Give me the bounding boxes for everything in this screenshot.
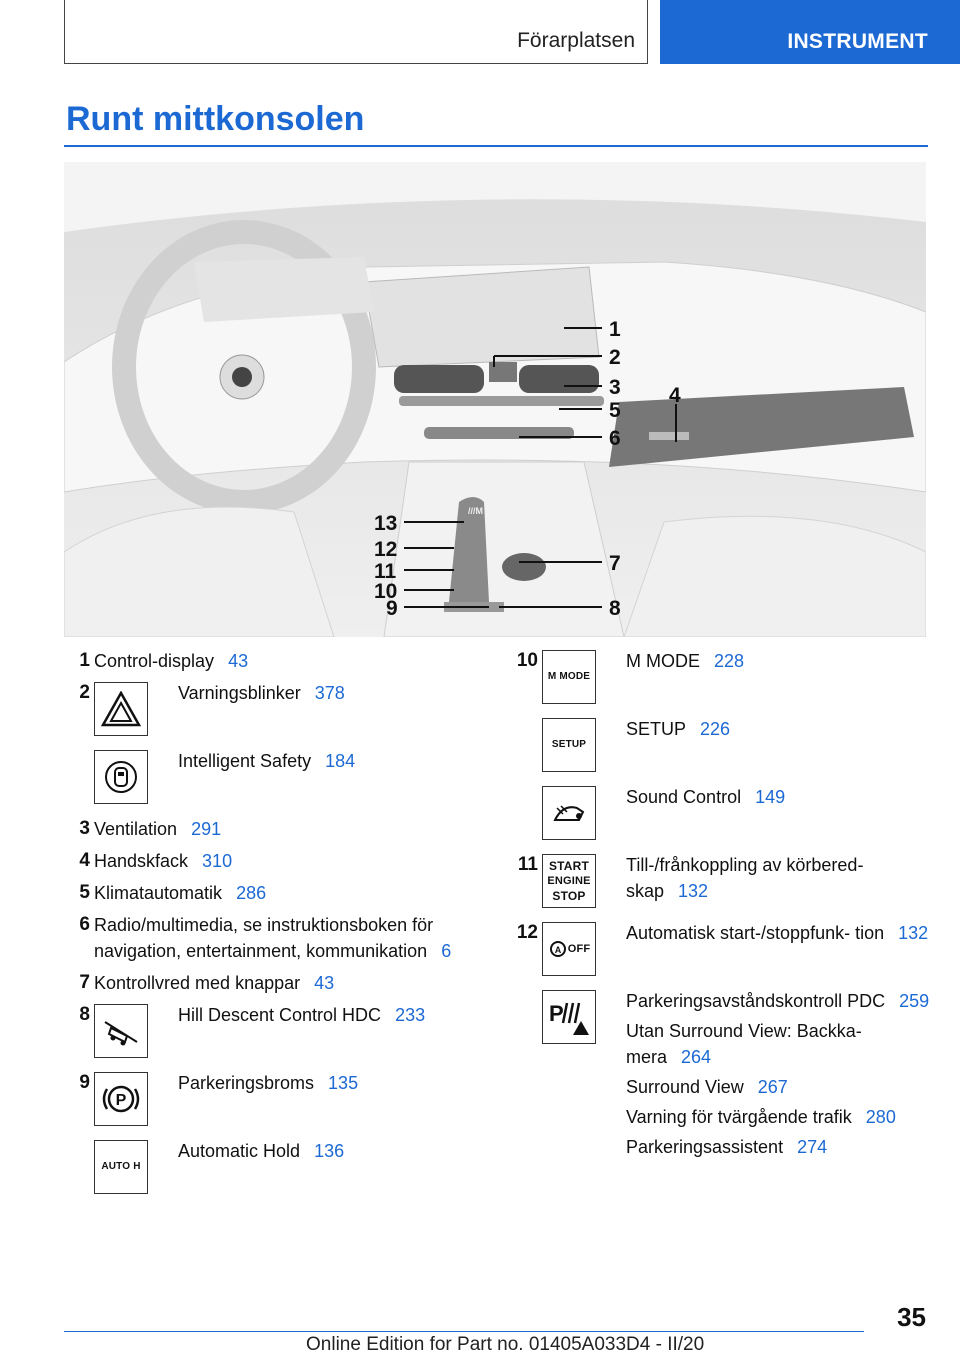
page-title: Runt mittkonsolen: [66, 100, 365, 138]
callout-11: 11: [374, 560, 397, 583]
callout-10: 10: [374, 580, 398, 603]
item-label: Parkeringsavståndskontroll PDC: [626, 991, 886, 1011]
legend-item-3: [64, 816, 484, 842]
page-link[interactable]: 267: [757, 1077, 788, 1097]
item-label: Handskfack: [94, 851, 189, 871]
callout-9: 9: [386, 597, 398, 620]
auto-start-stop-off-icon: [542, 922, 596, 976]
page-link[interactable]: 280: [865, 1107, 896, 1127]
legend-item-2b: [64, 748, 484, 808]
legend-item-12: [510, 920, 930, 980]
page-link[interactable]: 149: [755, 787, 786, 807]
sub-item: [626, 1134, 930, 1160]
icon-line-engine: ENGINE: [547, 874, 591, 887]
page-link[interactable]: 310: [202, 851, 233, 871]
legend-item-6: [64, 912, 484, 964]
item-label: Ventilation: [94, 819, 178, 839]
sub-item: [626, 1104, 930, 1130]
auto-hold-icon-text: AUTO H: [101, 1161, 141, 1172]
item-number: 4: [79, 850, 90, 871]
start-stop-engine-icon: [542, 854, 596, 908]
legend-item-4: [64, 848, 484, 874]
setup-icon-text: SETUP: [551, 739, 587, 750]
parking-sensor-icon: [542, 990, 596, 1044]
page-link[interactable]: 6: [441, 941, 452, 961]
chapter-title: INSTRUMENT: [787, 30, 928, 53]
item-number: 6: [79, 914, 90, 935]
off-icon-text: OFF: [567, 943, 591, 955]
m-logo: ///M: [468, 506, 483, 516]
callout-6: 6: [609, 427, 621, 450]
center-console-illustration: [64, 162, 926, 637]
item-label: Intelligent Safety: [178, 751, 312, 771]
legend-item-5: [64, 880, 484, 906]
item-label: SETUP: [626, 719, 687, 739]
auto-hold-icon: [94, 1140, 148, 1194]
legend-left-column: [64, 648, 484, 1206]
callout-7: 7: [609, 552, 621, 575]
item-number: 5: [79, 882, 90, 903]
item-number: 2: [79, 682, 90, 703]
page-link[interactable]: 264: [681, 1047, 712, 1067]
page-link[interactable]: 259: [899, 991, 930, 1011]
parking-brake-icon: [94, 1072, 148, 1126]
footer-divider: [64, 1331, 864, 1332]
item-label: Till-/frånkoppling av körbered- skap: [626, 855, 864, 901]
item-number: 8: [79, 1004, 90, 1025]
callout-3: 3: [609, 376, 621, 399]
icon-line-start: START: [548, 858, 590, 873]
m-mode-icon-text: M MODE: [547, 671, 591, 682]
item-label: Varningsblinker: [178, 683, 301, 703]
page-link[interactable]: 226: [700, 719, 731, 739]
m-mode-icon: [542, 650, 596, 704]
icon-line-stop: STOP: [552, 888, 586, 903]
item-label: Automatisk start-/stoppfunk- tion: [626, 923, 885, 943]
legend-item-11: [510, 852, 930, 912]
legend-item-7: [64, 970, 484, 996]
page-link[interactable]: 132: [678, 881, 709, 901]
callout-13: 13: [374, 512, 398, 535]
page-link[interactable]: 136: [314, 1141, 345, 1161]
callout-5: 5: [609, 399, 621, 422]
sub-item: [626, 1018, 930, 1070]
page-link[interactable]: 132: [898, 923, 929, 943]
item-label: Sound Control: [626, 787, 742, 807]
item-label: Varning för tvärgående trafik: [626, 1107, 852, 1127]
legend-item-2: [64, 680, 484, 740]
page-link[interactable]: 378: [314, 683, 345, 703]
sound-control-icon: [542, 786, 596, 840]
hazard-warning-icon: [94, 682, 148, 736]
item-label: Utan Surround View: Backka- mera: [626, 1021, 862, 1067]
page-link[interactable]: 286: [236, 883, 267, 903]
item-label: Automatic Hold: [178, 1141, 301, 1161]
page-link[interactable]: 135: [328, 1073, 359, 1093]
legend-item-9b: [64, 1138, 484, 1198]
svg-text:P: P: [115, 1092, 127, 1109]
item-number: 12: [516, 922, 538, 943]
legend-right-column: [510, 648, 930, 1168]
setup-icon: [542, 718, 596, 772]
callout-12: 12: [374, 538, 398, 561]
legend-item-10c: [510, 784, 930, 844]
legend-item-1: [64, 648, 484, 674]
legend-item-10: [510, 648, 930, 708]
item-number: 7: [79, 972, 90, 993]
item-label: Klimatautomatik: [94, 883, 223, 903]
title-divider: [64, 145, 928, 147]
item-label: Hill Descent Control HDC: [178, 1005, 382, 1025]
footer-edition: Online Edition for Part no. 01405A033D4 - II/20: [306, 1334, 705, 1355]
header-section-tab: [64, 0, 648, 64]
legend-item-10b: [510, 716, 930, 776]
page-link[interactable]: 43: [228, 651, 249, 671]
callout-2: 2: [609, 346, 621, 369]
item-label: Kontrollvred med knappar: [94, 973, 301, 993]
page-link[interactable]: 233: [395, 1005, 426, 1025]
section-title: Förarplatsen: [517, 29, 635, 52]
page-link[interactable]: 228: [714, 651, 745, 671]
item-label: Surround View: [626, 1077, 744, 1097]
item-label: M MODE: [626, 651, 700, 671]
callout-1: 1: [609, 318, 621, 341]
item-number: 3: [79, 818, 90, 839]
page-number: 35: [897, 1302, 926, 1332]
svg-text:P: P: [549, 1001, 564, 1026]
item-number: 11: [517, 854, 538, 875]
intelligent-safety-icon: [94, 750, 148, 804]
item-number: 1: [79, 650, 90, 671]
callout-4: 4: [669, 384, 681, 407]
svg-text:A: A: [554, 945, 561, 955]
page-link[interactable]: 291: [191, 819, 222, 839]
legend-item-12b: [510, 988, 930, 1160]
item-label: Control-display: [94, 651, 215, 671]
item-number: 10: [516, 650, 538, 671]
item-label: Parkeringsassistent: [626, 1137, 784, 1157]
legend-item-8: [64, 1002, 484, 1062]
item-label: Radio/multimedia, se instruktionsboken för navigation, entertainment, kommunikation: [94, 915, 434, 961]
item-number: 9: [79, 1072, 90, 1093]
legend-item-9: [64, 1070, 484, 1130]
item-label: Parkeringsbroms: [178, 1073, 315, 1093]
callout-8: 8: [609, 597, 621, 620]
header-chapter-tab: [660, 0, 960, 64]
hill-descent-icon: [94, 1004, 148, 1058]
sub-item: [626, 1074, 930, 1100]
page-link[interactable]: 274: [797, 1137, 828, 1157]
page-link[interactable]: 43: [314, 973, 335, 993]
page-link[interactable]: 184: [325, 751, 356, 771]
